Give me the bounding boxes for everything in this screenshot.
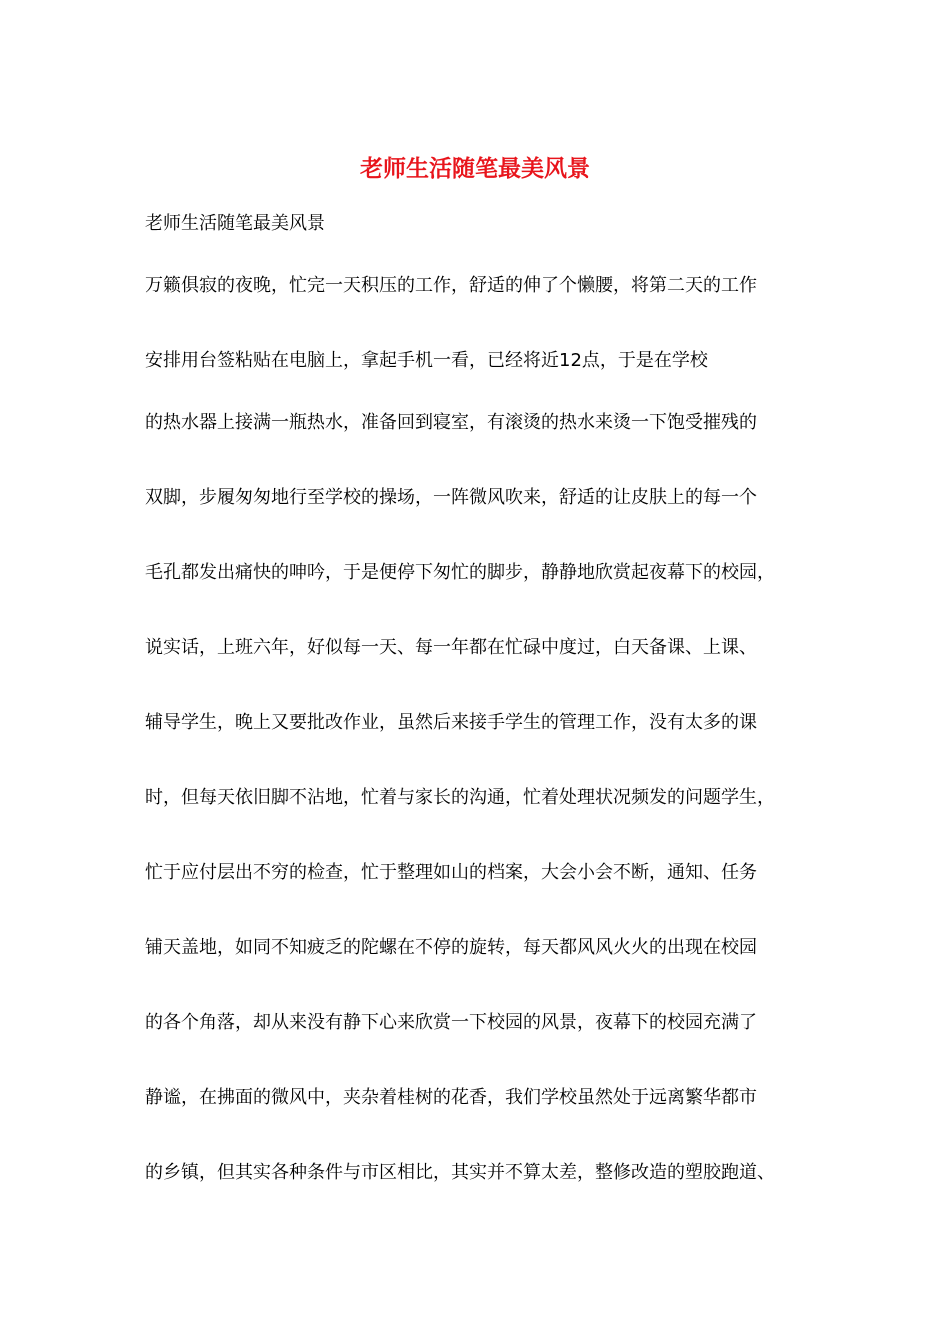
body-line: 的热水器上接满一瓶热水，准备回到寝室，有滚烫的热水来烫一下饱受摧残的 [145,412,757,433]
body-line: 安排用台签粘贴在电脑上，拿起手机一看，已经将近12点，于是在学校 [145,350,708,371]
body-line: 的乡镇，但其实各种条件与市区相比，其实并不算太差，整修改造的塑胶跑道、 [145,1162,775,1183]
body-line: 毛孔都发出痛快的呻吟，于是便停下匆忙的脚步，静静地欣赏起夜幕下的校园， [145,562,775,583]
body-line: 忙于应付层出不穷的检查，忙于整理如山的档案，大会小会不断，通知、任务 [145,862,757,883]
body-line: 静谧，在拂面的微风中，夹杂着桂树的花香，我们学校虽然处于远离繁华都市 [145,1087,757,1108]
body-line: 时，但每天依旧脚不沾地，忙着与家长的沟通，忙着处理状况频发的问题学生， [145,787,775,808]
document-subtitle: 老师生活随笔最美风景 [145,213,325,234]
body-line: 说实话，上班六年，好似每一天、每一年都在忙碌中度过，白天备课、上课、 [145,637,757,658]
body-line: 双脚，步履匆匆地行至学校的操场，一阵微风吹来，舒适的让皮肤上的每一个 [145,487,757,508]
body-line: 铺天盖地，如同不知疲乏的陀螺在不停的旋转，每天都风风火火的出现在校园 [145,937,757,958]
body-line: 辅导学生，晚上又要批改作业，虽然后来接手学生的管理工作，没有太多的课 [145,712,757,733]
body-line: 万籁俱寂的夜晚，忙完一天积压的工作，舒适的伸了个懒腰，将第二天的工作 [145,275,757,296]
document-title: 老师生活随笔最美风景 [360,155,590,182]
body-line: 的各个角落，却从来没有静下心来欣赏一下校园的风景，夜幕下的校园充满了 [145,1012,757,1033]
